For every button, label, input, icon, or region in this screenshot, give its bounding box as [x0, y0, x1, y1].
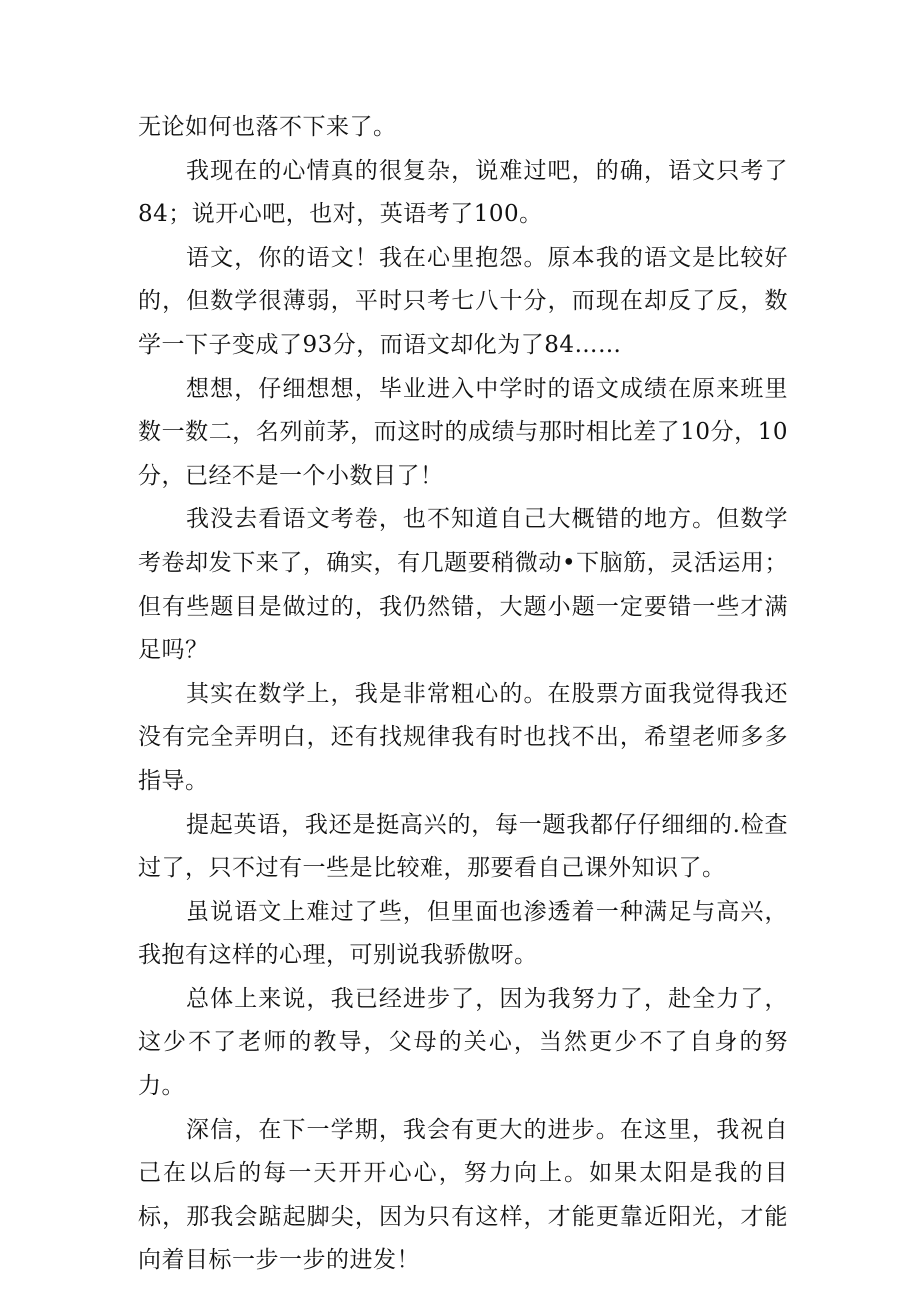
paragraph-1: 无论如何也落不下来了。 [138, 114, 397, 140]
paragraph-2: 我现在的心情真的很复杂，说难过吧，的确，语文只考了84；说开心吧，也对，英语考了100。 [138, 157, 788, 228]
paragraph-9: 总体上来说，我已经进步了，因为我努力了，赴全力了，这少不了老师的教导，父母的关心，当然更少不了自身的努力。 [138, 985, 788, 1100]
paragraph-8: 虽说语文上难过了些，但里面也渗透着一种满足与高兴，我抱有这样的心理，可别说我骄傲呀。 [138, 898, 788, 969]
paragraph-4: 想想，仔细想想，毕业进入中学时的语文成绩在原来班里数一数二，名列前茅，而这时的成绩与那时相比差了10分，10分，已经不是一个小数目了！ [138, 375, 788, 489]
document-body [138, 106, 788, 1283]
paragraph-6: 其实在数学上，我是非常粗心的。在股票方面我觉得我还没有完全弄明白，还有找规律我有时也找不出，希望老师多多指导。 [138, 680, 788, 794]
paragraph-5: 我没去看语文考卷，也不知道自己大概错的地方。但数学考卷却发下来了，确实，有几题要稍微动•下脑筋，灵活运用；但有些题目是做过的，我仍然错，大题小题一定要错一些才满足吗？ [138, 506, 788, 664]
paragraph-3: 语文，你的语文！我在心里抱怨。原本我的语文是比较好的，但数学很薄弱，平时只考七八十分，而现在却反了反，数学一下子变成了93分，而语文却化为了84…… [138, 244, 788, 358]
paragraph-7: 提起英语，我还是挺高兴的，每一题我都仔仔细细的.检查过了，只不过有一些是比较难，那要看自己课外知识了。 [138, 811, 788, 882]
paragraph-10: 深信，在下一学期，我会有更大的进步。在这里，我祝自己在以后的每一天开开心心，努力向上。如果太阳是我的目标，那我会踮起脚尖，因为只有这样，才能更靠近阳光，才能向着目标一步一步的进发！ [138, 1116, 788, 1274]
